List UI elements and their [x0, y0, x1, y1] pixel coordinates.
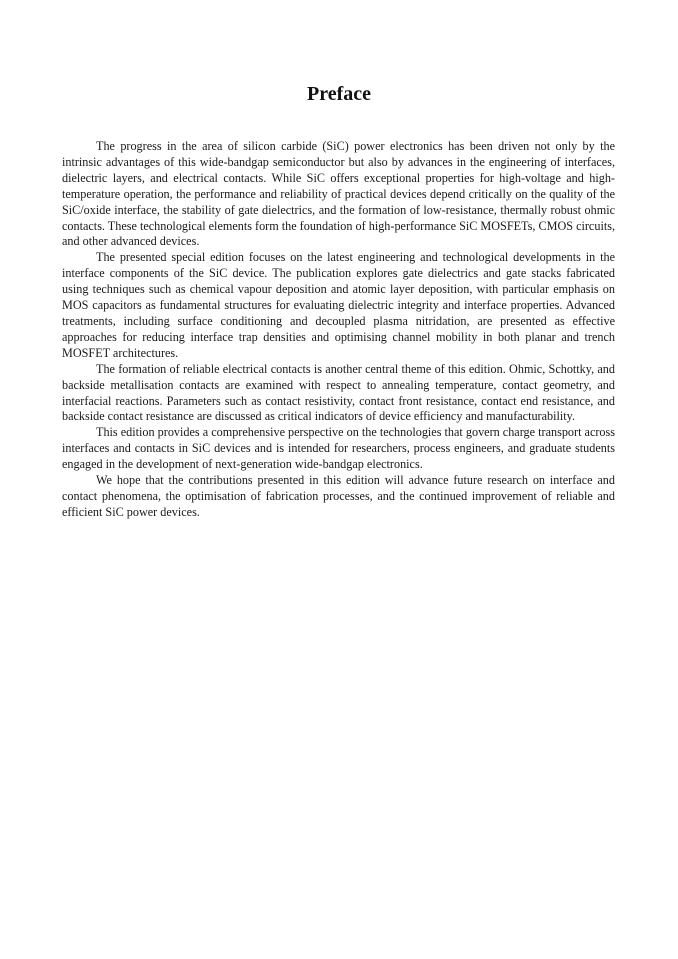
preface-body: [62, 139, 615, 521]
paragraph-2: The presented special edition focuses on the latest engineering and technological developments in the interface components of the SiC device. The publication explores gate dielectrics and gate stacks fabricated using techniques such as chemical vapour deposition and atomic layer deposition, with particular emphasis on MOS capacitors as fundamental structures for evaluating dielectric integrity and interface properties. Advanced treatments, including surface conditioning and decoupled plasma nitridation, are presented as effective approaches for reducing interface trap densities and optimising channel mobility in both planar and trench MOSFET architectures.: [62, 250, 615, 360]
paragraph-1: The progress in the area of silicon carbide (SiC) power electronics has been driven not only by the intrinsic advantages of this wide-bandgap semiconductor but also by advances in the engineering of interfaces, dielectric layers, and electrical contacts. While SiC offers exceptional properties for high-voltage and high-temperature operation, the performance and reliability of practical devices depend critically on the quality of the SiC/oxide interface, the stability of gate dielectrics, and the formation of low-resistance, thermally robust ohmic contacts. These technological elements form the foundation of high-performance SiC MOSFETs, CMOS circuits, and other advanced devices.: [62, 139, 616, 249]
paragraph-4: This edition provides a comprehensive perspective on the technologies that govern charge transport across interfaces and contacts in SiC devices and is intended for researchers, process engineers, and graduate students engaged in the development of next-generation wide-bandgap electronics.: [62, 425, 615, 472]
paragraph-5: We hope that the contributions presented in this edition will advance future research on interface and contact phenomena, the optimisation of fabrication processes, and the continued improvement of reliable and efficient SiC power devices.: [62, 473, 615, 519]
page-title: Preface: [306, 83, 372, 105]
paragraph-3: The formation of reliable electrical contacts is another central theme of this edition. Ohmic, Schottky, and backside metallisation contacts are examined with respect to annealing temperature, contact geometry, and interfacial reactions. Parameters such as contact resistivity, contact front resistance, contact end resistance, and backside contact resistance are discussed as critical indicators of device efficiency and manufacturability.: [62, 361, 615, 424]
